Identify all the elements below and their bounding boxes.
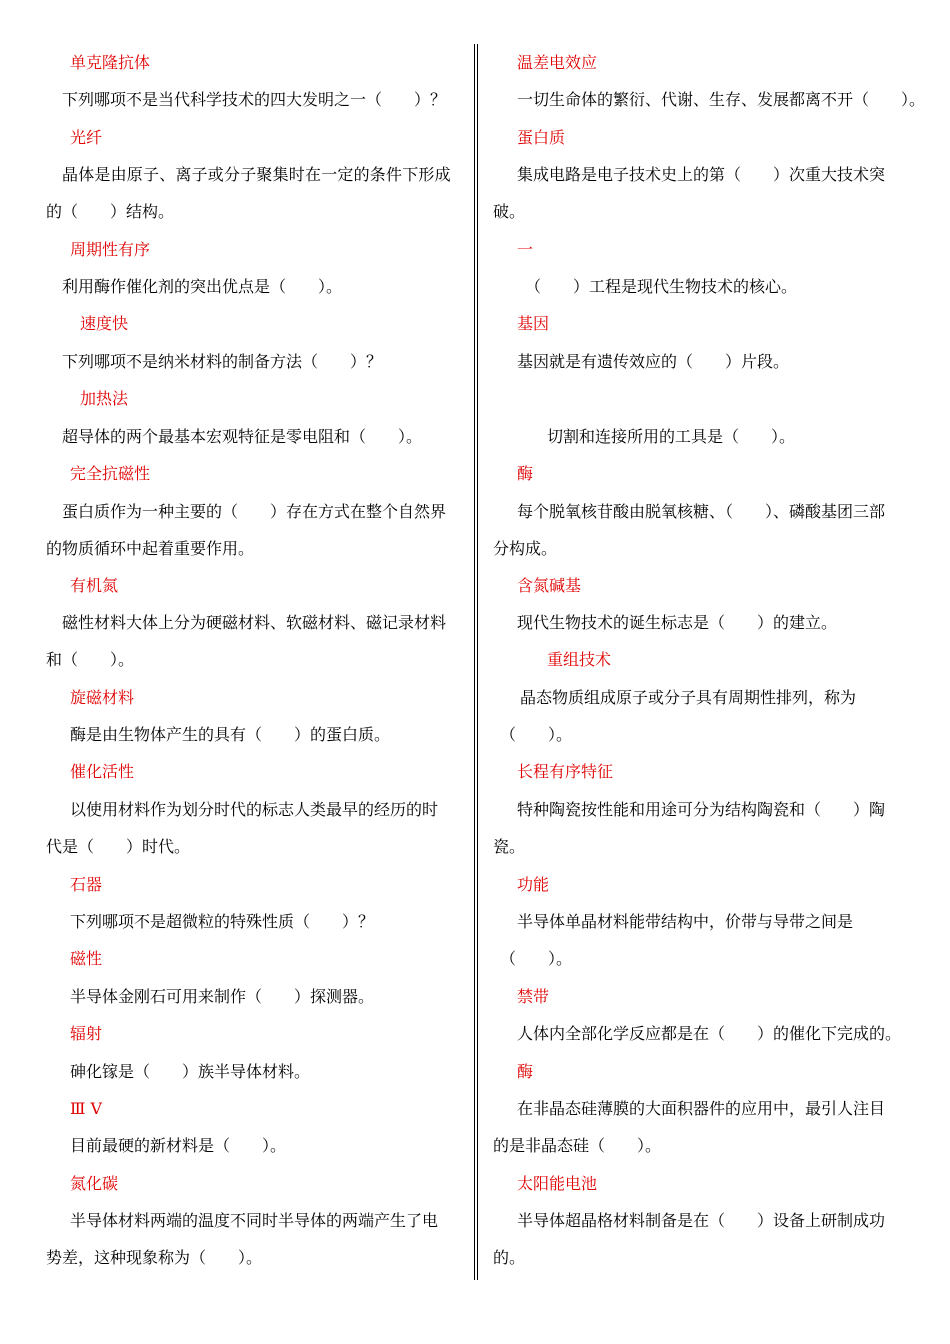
question-text: 下列哪项不是纳米材料的制备方法（ ）？: [62, 352, 383, 371]
question-text: 特种陶瓷按性能和用途可分为结构陶瓷和（ ）陶: [517, 800, 886, 819]
question-text: 晶体是由原子、离子或分子聚集时在一定的条件下形成: [62, 165, 451, 184]
question-text: 代是（ ）时代。: [46, 837, 191, 856]
question-text: 的（ ）结构。: [46, 202, 175, 221]
answer-text: 光纤: [70, 128, 103, 147]
question-text: 势差，这种现象称为（ ）。: [46, 1248, 263, 1267]
question-text: 目前最硬的新材料是（ ）。: [70, 1136, 287, 1155]
answer-text: 含氮碱基: [517, 576, 582, 595]
question-text: 一切生命体的繁衍、代谢、生存、发展都离不开（ ）。: [517, 90, 926, 109]
answer-text: 功能: [517, 875, 550, 894]
question-text: 利用酶作催化剂的突出优点是（ ）。: [62, 277, 343, 296]
question-text: 下列哪项不是当代科学技术的四大发明之一（ ）？: [62, 90, 447, 109]
answer-text: 温差电效应: [517, 53, 598, 72]
question-text: 半导体材料两端的温度不同时半导体的两端产生了电: [70, 1211, 439, 1230]
question-text: 下列哪项不是超微粒的特殊性质（ ）？: [70, 912, 375, 931]
question-text: 蛋白质作为一种主要的（ ）存在方式在整个自然界: [62, 502, 447, 521]
question-text: 破。: [493, 202, 526, 221]
question-text: 酶是由生物体产生的具有（ ）的蛋白质。: [70, 725, 391, 744]
question-text: 切割和连接所用的工具是（ ）。: [547, 427, 796, 446]
question-text: （ ）。: [500, 725, 573, 744]
answer-text: 周期性有序: [70, 240, 151, 259]
question-text: 集成电路是电子技术史上的第（ ）次重大技术突: [517, 165, 886, 184]
question-text: 半导体单晶材料能带结构中，价带与导带之间是: [517, 912, 854, 931]
question-text: 的是非晶态硅（ ）。: [493, 1136, 662, 1155]
question-text: （ ）工程是现代生物技术的核心。: [525, 277, 798, 296]
question-text: 在非晶态硅薄膜的大面积器件的应用中，最引人注目: [517, 1099, 886, 1118]
answer-text: Ⅲ Ⅴ: [70, 1099, 103, 1118]
question-text: 半导体金刚石可用来制作（ ）探测器。: [70, 987, 375, 1006]
question-text: 现代生物技术的诞生标志是（ ）的建立。: [517, 613, 838, 632]
question-text: 人体内全部化学反应都是在（ ）的催化下完成的。: [517, 1024, 902, 1043]
question-text: 砷化镓是（ ）族半导体材料。: [70, 1062, 311, 1081]
answer-text: 有机氮: [70, 576, 119, 595]
answer-text: 氮化碳: [70, 1174, 119, 1193]
answer-text: 加热法: [80, 389, 129, 408]
question-text: 磁性材料大体上分为硬磁材料、软磁材料、磁记录材料: [62, 613, 447, 632]
question-text: 超导体的两个最基本宏观特征是零电阻和（ ）。: [62, 427, 423, 446]
question-text: 和（ ）。: [46, 650, 135, 669]
answer-text: 单克隆抗体: [70, 53, 151, 72]
question-text: 每个脱氧核苷酸由脱氧核糖、（ ）、磷酸基团三部: [517, 502, 886, 521]
answer-text: 一: [517, 240, 534, 259]
answer-text: 太阳能电池: [517, 1174, 598, 1193]
answer-text: 磁性: [70, 949, 103, 968]
answer-text: 旋磁材料: [70, 688, 135, 707]
answer-text: 速度快: [80, 314, 129, 333]
question-text: 分构成。: [493, 539, 558, 558]
answer-text: 完全抗磁性: [70, 464, 151, 483]
answer-text: 蛋白质: [517, 128, 566, 147]
answer-text: 基因: [517, 314, 550, 333]
answer-text: 酶: [517, 1062, 534, 1081]
question-text: 瓷。: [493, 837, 526, 856]
question-text: 的物质循环中起着重要作用。: [46, 539, 255, 558]
question-text: （ ）。: [500, 949, 573, 968]
answer-text: 禁带: [517, 987, 550, 1006]
answer-text: 酶: [517, 464, 534, 483]
answer-text: 长程有序特征: [517, 762, 614, 781]
question-text: 半导体超晶格材料制备是在（ ）设备上研制成功: [517, 1211, 886, 1230]
answer-text: 石器: [70, 875, 103, 894]
question-text: 晶态物质组成原子或分子具有周期性排列，称为: [520, 688, 857, 707]
answer-text: 重组技术: [547, 650, 612, 669]
question-text: 基因就是有遗传效应的（ ）片段。: [517, 352, 790, 371]
answer-text: 催化活性: [70, 762, 135, 781]
answer-text: 辐射: [70, 1024, 103, 1043]
column-divider: [474, 44, 478, 1280]
question-text: 以使用材料作为划分时代的标志人类最早的经历的时: [70, 800, 439, 819]
question-text: 的。: [493, 1248, 526, 1267]
